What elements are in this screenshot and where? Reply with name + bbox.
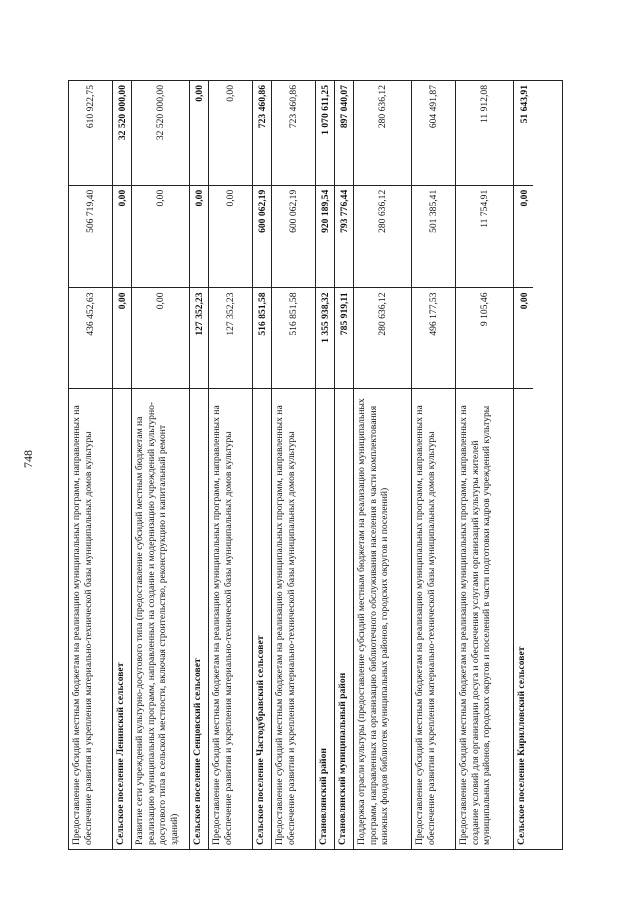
rotated-table-frame	[68, 80, 563, 850]
value-year-2: 0,00	[113, 185, 131, 288]
table-row	[190, 81, 209, 849]
row-name: Предоставление субсидий местным бюджетам на реализацию муниципальных программ, направленных на обеспечение развития и укрепления материально-технической базы муниципальных домов культуры	[412, 388, 455, 849]
table-row	[209, 81, 253, 849]
value-year-1: 280 636,12	[354, 287, 411, 388]
value-year-2: 280 636,12	[354, 185, 411, 288]
row-name: Поддержка отрасли культуры (предоставление субсидий местным бюджетам на реализацию муниципальных программ, направленных на организацию библиотечного обслуживания населения в части комплектования книжных фондов библиотек муниципальных районов, городских округов и поселений)	[354, 388, 411, 849]
value-year-3: 723 460,86	[257, 85, 269, 129]
value-year-2: 501 385,41	[412, 185, 455, 288]
row-name: Предоставление субсидий местным бюджетам на реализацию муниципальных программ, направленных на создание условий для организации досуга и обеспечения услугами организаций культуры жителей муниципальных районов, городских округов и поселений в части подготовки кадров учреждений культуры	[456, 388, 513, 849]
value-year-2: 506 719,40	[69, 185, 112, 288]
value-year-3: 0,00	[224, 85, 236, 102]
value-year-3: 604 491,87	[427, 85, 439, 129]
row-name: Предоставление субсидий местным бюджетам на реализацию муниципальных программ, направленных на обеспечение развития и укрепления материально-технической базы муниципальных домов культуры	[209, 388, 252, 849]
value-year-2: 0,00	[132, 185, 189, 288]
value-year-3: 897 040,07	[339, 85, 351, 129]
page-number: 748	[21, 450, 35, 468]
table-row	[132, 81, 190, 849]
value-year-2: 0,00	[514, 185, 533, 288]
value-year-1: 516 851,58	[253, 287, 271, 388]
value-year-1: 0,00	[113, 287, 131, 388]
value-year-3: 32 520 000,00	[117, 85, 129, 141]
value-year-1: 1 355 938,32	[316, 287, 334, 388]
row-name: Сельское поселение Ленинский сельсовет	[113, 388, 131, 849]
row-name: Сельское поселение Частодубравский сельсовет	[253, 388, 271, 849]
table-row	[354, 81, 412, 849]
table-row	[69, 81, 113, 849]
value-year-1: 127 352,23	[190, 287, 208, 388]
row-name: Предоставление субсидий местным бюджетам на реализацию муниципальных программ, направленных на обеспечение развития и укрепления материально-технической базы муниципальных домов культуры	[69, 388, 112, 849]
value-year-3: 11 912,08	[478, 85, 490, 124]
value-year-2: 0,00	[190, 185, 208, 288]
row-name: Сельское поселение Сенцовский сельсовет	[190, 388, 208, 849]
row-name: Становлянский муниципальный район	[335, 388, 353, 849]
value-year-1: 0,00	[132, 287, 189, 388]
value-year-1: 436 452,63	[69, 287, 112, 388]
row-name: Развитие сети учреждений культурно-досугового типа (предоставление субсидий местным бюджетам на реализацию муниципальных программ, направленных на создание и модернизацию учреждений культурно-досугового типа в сельской местности, включая строительство, реконструкцию и капитальный ремонт зданий)	[132, 388, 189, 849]
table-row	[514, 81, 533, 849]
value-year-2: 600 062,19	[253, 185, 271, 288]
table-row	[113, 81, 132, 849]
value-year-3: 723 460,86	[287, 85, 299, 129]
value-year-2: 793 776,44	[335, 185, 353, 288]
budget-table	[68, 80, 563, 850]
value-year-1: 127 352,23	[209, 287, 252, 388]
value-year-3: 51 643,91	[519, 85, 531, 124]
value-year-1: 9 105,46	[456, 287, 513, 388]
row-name: Сельское поселение Кирилловский сельсовет	[514, 388, 533, 849]
table-row	[253, 81, 272, 849]
value-year-2: 920 189,54	[316, 185, 334, 288]
value-year-3: 1 070 611,25	[320, 85, 332, 135]
table-row	[335, 81, 354, 849]
table-row	[272, 81, 316, 849]
value-year-2: 0,00	[209, 185, 252, 288]
table-row	[456, 81, 514, 849]
row-name: Предоставление субсидий местным бюджетам на реализацию муниципальных программ, направленных на обеспечение развития и укрепления материально-технической базы муниципальных домов культуры	[272, 388, 315, 849]
table-row	[412, 81, 456, 849]
value-year-3: 280 636,12	[376, 85, 388, 129]
value-year-3: 610 922,75	[84, 85, 96, 129]
value-year-3: 0,00	[194, 85, 206, 102]
value-year-1: 496 177,53	[412, 287, 455, 388]
table-row	[316, 81, 335, 849]
row-name: Становлянский район	[316, 388, 334, 849]
value-year-1: 516 851,58	[272, 287, 315, 388]
value-year-2: 600 062,19	[272, 185, 315, 288]
value-year-2: 11 754,91	[456, 185, 513, 288]
value-year-1: 785 919,11	[335, 287, 353, 388]
value-year-1: 0,00	[514, 287, 533, 388]
value-year-3: 32 520 000,00	[154, 85, 166, 141]
